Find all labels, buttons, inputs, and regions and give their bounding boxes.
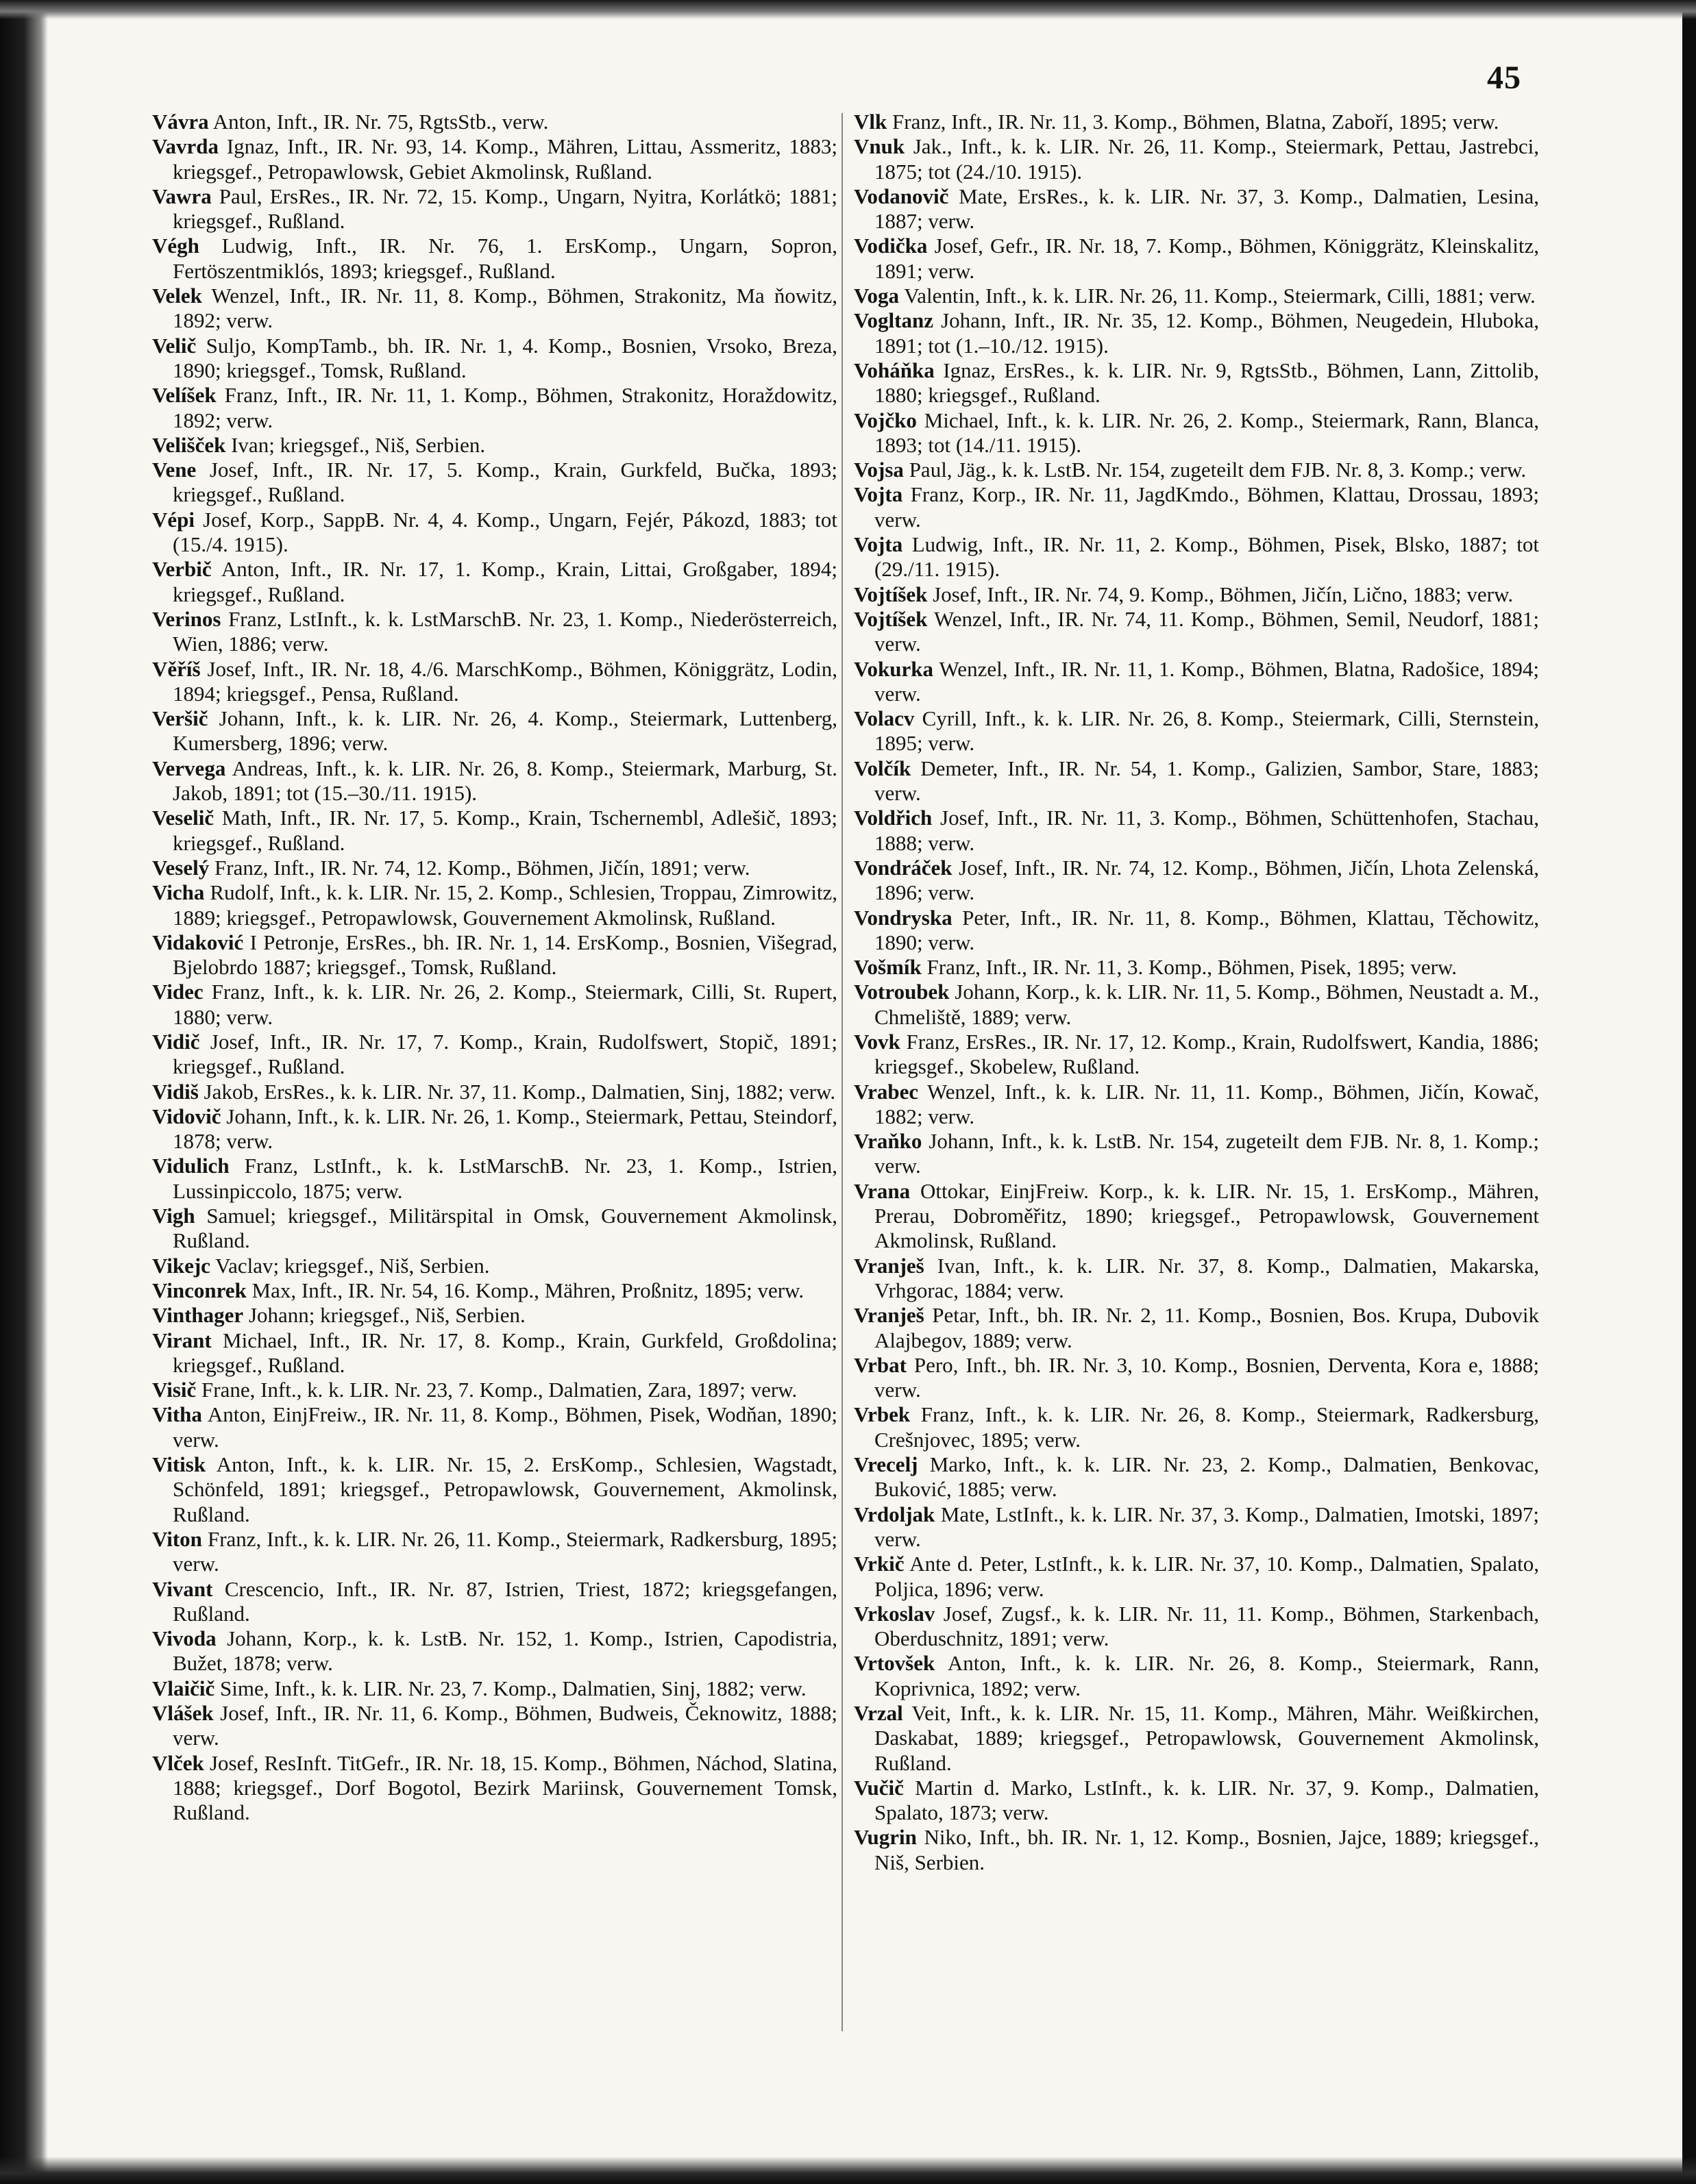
entry-surname: Vrkoslav (854, 1601, 935, 1626)
list-entry (152, 1378, 837, 1402)
entry-surname: Voháňka (854, 358, 935, 382)
entry-surname: Vitha (152, 1402, 202, 1427)
entry-surname: Voga (854, 284, 900, 308)
entry-surname: Vávra (152, 110, 209, 134)
entry-surname: Vlášek (152, 1701, 214, 1725)
entry-details: Josef, Korp., SappB. Nr. 4, 4. Komp., Ungarn, Fejér, Pákozd, 1883; tot (15./4. 1915). (173, 507, 838, 557)
entry-details: Crescencio, Inft., IR. Nr. 87, Istrien, Triest, 1872; kriegsgefangen, Rußland. (173, 1576, 837, 1626)
list-entry (854, 1502, 1539, 1552)
entry-surname: Vugrin (854, 1825, 917, 1850)
list-entry (854, 657, 1539, 707)
entry-surname: Vlček (152, 1750, 204, 1775)
entry-details: Michael, Inft., IR. Nr. 17, 8. Komp., Krain, Gurkfeld, Großdolina; kriegsgef., Rußland. (173, 1328, 837, 1377)
entry-surname: Vrkič (854, 1552, 905, 1576)
list-entry (854, 134, 1539, 184)
entry-details: Ante d. Peter, LstInft., k. k. LIR. Nr. 37, 10. Komp., Dalmatien, Spalato, Poljica, 1896; verw. (874, 1552, 1540, 1601)
entry-details: Josef, Zugsf., k. k. LIR. Nr. 11, 11. Komp., Böhmen, Starkenbach, Oberduschnitz, 1891; verw. (874, 1601, 1540, 1651)
entry-details: Josef, Inft., IR. Nr. 18, 4./6. MarschKomp., Böhmen, Königgrätz, Lodin, 1894; kriegsgef., Pensa, Rußland. (173, 656, 837, 706)
entry-details: Petar, Inft., bh. IR. Nr. 2, 11. Komp., Bosnien, Bos. Krupa, Dubovik Alajbegov, 1889; verw. (874, 1303, 1539, 1352)
list-entry (152, 930, 837, 980)
entry-surname: Vidaković (152, 930, 244, 954)
entry-details: Johann; kriegsgef., Niš, Serbien. (248, 1303, 526, 1328)
list-entry (854, 184, 1539, 234)
entry-surname: Vawra (152, 184, 212, 208)
entry-surname: Vodanovič (854, 184, 949, 208)
list-entry (854, 532, 1539, 582)
list-entry (152, 284, 837, 334)
entry-details: Paul, ErsRes., IR. Nr. 72, 15. Komp., Ungarn, Nyitra, Korlátkö; 1881; kriegsgef., Rußland. (173, 184, 837, 234)
list-entry (854, 1030, 1539, 1080)
entry-details: Niko, Inft., bh. IR. Nr. 1, 12. Komp., Bosnien, Jajce, 1889; kriegsgef., Niš, Serbien. (874, 1825, 1540, 1874)
list-entry (854, 1776, 1539, 1826)
entry-surname: Veselič (152, 806, 214, 830)
entry-details: Mate, ErsRes., k. k. LIR. Nr. 37, 3. Komp., Dalmatien, Lesina, 1887; verw. (874, 184, 1540, 234)
entry-surname: Vondryska (854, 905, 953, 930)
entry-details: Franz, Inft., IR. Nr. 11, 3. Komp., Böhmen, Blatna, Zaboří, 1895; verw. (892, 110, 1499, 134)
list-entry (152, 1328, 837, 1378)
entry-surname: Volacv (854, 706, 915, 731)
entry-details: Josef, Inft., IR. Nr. 74, 9. Komp., Böhmen, Jičín, Lično, 1883; verw. (933, 582, 1514, 606)
left-column (152, 110, 837, 1825)
entry-surname: Vojtíšek (854, 582, 928, 606)
scan-edge-left (0, 0, 48, 2184)
list-entry (152, 110, 837, 134)
entry-details: Peter, Inft., IR. Nr. 11, 8. Komp., Böhmen, Klattau, Těchowitz, 1890; verw. (874, 905, 1540, 954)
entry-surname: Velišček (152, 432, 226, 457)
entry-details: Anton, Inft., IR. Nr. 75, RgtsStb., verw. (212, 110, 549, 134)
entry-surname: Vervega (152, 756, 226, 780)
list-entry (152, 1204, 837, 1254)
entry-details: Samuel; kriegsgef., Militärspital in Omsk, Gouvernement Akmolinsk, Rußland. (173, 1204, 838, 1253)
entry-details: Josef, Inft., IR. Nr. 17, 5. Komp., Krain, Gurkfeld, Bučka, 1893; kriegsgef., Rußland. (173, 458, 837, 507)
list-entry (152, 234, 837, 284)
column-divider (841, 113, 843, 2031)
entry-surname: Velíšek (152, 383, 217, 408)
scan-edge-bottom (0, 2157, 1696, 2184)
entry-details: Ignaz, ErsRes., k. k. LIR. Nr. 9, RgtsStb., Böhmen, Lann, Zittolib, 1880; kriegsgef., Rußland. (874, 358, 1539, 408)
list-entry (854, 856, 1539, 906)
entry-details: Ignaz, Inft., IR. Nr. 93, 14. Komp., Mähren, Littau, Assmeritz, 1883; kriegsgef., Petropawlowsk, Gebiet Akmolinsk, Rußland. (173, 134, 838, 184)
list-entry (152, 1527, 837, 1577)
entry-surname: Vranješ (854, 1253, 924, 1278)
entry-surname: Videc (152, 980, 204, 1004)
entry-surname: Vivant (152, 1576, 213, 1601)
entry-details: Johann, Korp., k. k. LIR. Nr. 11, 5. Komp., Böhmen, Neustadt a. M., Chmeliště, 1889; verw. (874, 980, 1539, 1029)
entry-details: Ludwig, Inft., IR. Nr. 76, 1. ErsKomp., Ungarn, Sopron, Fertöszentmiklós, 1893; kriegsgef., Rußland. (173, 234, 838, 283)
list-entry (152, 383, 837, 433)
list-entry (854, 110, 1539, 134)
entry-details: Demeter, Inft., IR. Nr. 54, 1. Komp., Galizien, Sambor, Stare, 1883; verw. (874, 756, 1539, 806)
entry-surname: Vitisk (152, 1452, 206, 1477)
list-entry (152, 806, 837, 856)
list-entry (854, 980, 1539, 1030)
list-entry (854, 1402, 1539, 1452)
list-entry (152, 756, 837, 806)
entry-details: Josef, Inft., IR. Nr. 74, 12. Komp., Böhmen, Jičín, Lhota Zelenská, 1896; verw. (874, 855, 1539, 905)
entry-surname: Vodička (854, 234, 928, 258)
list-entry (152, 607, 837, 657)
list-entry (152, 1626, 837, 1676)
list-entry (152, 1452, 837, 1527)
entry-details: Pero, Inft., bh. IR. Nr. 3, 10. Komp., Bosnien, Derventa, Kora e, 1888; verw. (874, 1352, 1539, 1402)
entry-details: Jakob, ErsRes., k. k. LIR. Nr. 37, 11. Komp., Dalmatien, Sinj, 1882; verw. (204, 1079, 836, 1104)
entry-details: Johann, Korp., k. k. LstB. Nr. 152, 1. Komp., Istrien, Capodistria, Bužet, 1878; verw. (173, 1626, 837, 1676)
entry-surname: Vavrda (152, 134, 219, 159)
entry-details: Josef, Inft., IR. Nr. 11, 3. Komp., Böhmen, Schüttenhofen, Stachau, 1888; verw. (874, 806, 1539, 855)
list-entry (152, 1701, 837, 1751)
scan-edge-right (1682, 0, 1696, 2184)
entry-details: Marko, Inft., k. k. LIR. Nr. 23, 2. Komp., Dalmatien, Benkovac, Buković, 1885; verw. (874, 1452, 1539, 1502)
list-entry (152, 657, 837, 707)
entry-details: Franz, Inft., k. k. LIR. Nr. 26, 2. Komp., Steiermark, Cilli, St. Rupert, 1880; verw. (173, 980, 838, 1029)
list-entry (152, 1030, 837, 1080)
list-entry (854, 1701, 1539, 1776)
entry-details: Wenzel, Inft., IR. Nr. 11, 8. Komp., Böhmen, Strakonitz, Ma ňowitz, 1892; verw. (173, 284, 837, 333)
list-entry (854, 1825, 1539, 1875)
entry-details: Johann, Inft., IR. Nr. 35, 12. Komp., Böhmen, Neugedein, Hluboka, 1891; tot (1.–10./12. 1915). (874, 308, 1540, 358)
entry-surname: Vene (152, 458, 197, 482)
entry-surname: Volčík (854, 756, 911, 780)
entry-details: Johann, Inft., k. k. LIR. Nr. 26, 4. Komp., Steiermark, Luttenberg, Kumersberg, 1896; verw. (173, 706, 838, 756)
entry-details: Vaclav; kriegsgef., Niš, Serbien. (215, 1253, 490, 1278)
entry-surname: Vépi (152, 507, 195, 532)
entry-surname: Vrecelj (854, 1452, 918, 1477)
entry-details: Martin d. Marko, LstInft., k. k. LIR. Nr. 37, 9. Komp., Dalmatien, Spalato, 1873; verw. (874, 1775, 1539, 1825)
entry-details: Franz, Inft., k. k. LIR. Nr. 26, 11. Komp., Steiermark, Radkersburg, 1895; verw. (173, 1526, 838, 1576)
list-entry (152, 856, 837, 880)
list-entry (854, 607, 1539, 657)
list-entry (854, 482, 1539, 532)
list-entry (854, 706, 1539, 756)
entry-surname: Velič (152, 333, 197, 358)
entry-surname: Vrana (854, 1178, 911, 1203)
entry-surname: Vraňko (854, 1129, 922, 1154)
page-number: 45 (1487, 60, 1521, 96)
list-entry (854, 1080, 1539, 1130)
entry-surname: Vinthager (152, 1303, 244, 1328)
entry-surname: Vrbek (854, 1402, 911, 1427)
entry-surname: Vidulich (152, 1154, 230, 1178)
entry-details: Franz, Inft., IR. Nr. 11, 3. Komp., Böhmen, Pisek, 1895; verw. (926, 955, 1458, 980)
entry-surname: Voldřich (854, 806, 933, 830)
entry-details: Math, Inft., IR. Nr. 17, 5. Komp., Krain, Tschernembl, Adlešič, 1893; kriegsgef., Rußland. (173, 806, 838, 855)
entry-details: Ludwig, Inft., IR. Nr. 11, 2. Komp., Böhmen, Pisek, Blsko, 1887; tot (29./11. 1915). (874, 532, 1540, 582)
entry-surname: Velek (152, 284, 202, 308)
entry-surname: Viton (152, 1526, 202, 1551)
entry-details: Ivan, Inft., k. k. LIR. Nr. 37, 8. Komp., Dalmatien, Makarska, Vrhgorac, 1884; verw. (874, 1253, 1540, 1302)
entry-details: Veit, Inft., k. k. LIR. Nr. 15, 11. Komp., Mähren, Mähr. Weißkirchen, Daskabat, 1889; kriegsgef., Petropawlowsk, Gouvernement Akmolinsk, Rußland. (874, 1701, 1539, 1775)
entry-details: Sime, Inft., k. k. LIR. Nr. 23, 7. Komp., Dalmatien, Sinj, 1882; verw. (220, 1676, 807, 1700)
list-entry (854, 1651, 1539, 1701)
entry-surname: Virant (152, 1328, 212, 1352)
list-entry (152, 433, 837, 458)
entry-details: Valentin, Inft., k. k. LIR. Nr. 26, 11. Komp., Steiermark, Cilli, 1881; verw. (904, 284, 1536, 308)
entry-details: Josef, ResInft. TitGefr., IR. Nr. 18, 15. Komp., Böhmen, Náchod, Slatina, 1888; kriegsgef., Dorf Bogotol, Bezirk Mariinsk, Gouvernement Tomsk, Rußland. (173, 1750, 837, 1825)
entry-details: Wenzel, Inft., k. k. LIR. Nr. 11, 11. Komp., Böhmen, Jičín, Kowač, 1882; verw. (874, 1079, 1540, 1128)
entry-details: Max, Inft., IR. Nr. 54, 16. Komp., Mähren, Proßnitz, 1895; verw. (251, 1278, 804, 1302)
entry-surname: Vlaičič (152, 1676, 215, 1700)
entry-surname: Vojsa (854, 458, 904, 482)
entry-surname: Vidiš (152, 1079, 199, 1104)
list-entry (152, 557, 837, 607)
entry-details: Jak., Inft., k. k. LIR. Nr. 26, 11. Komp., Steiermark, Pettau, Jastrebci, 1875; tot (24./10. 1915). (874, 134, 1540, 184)
list-entry (152, 1676, 837, 1701)
list-entry (854, 1452, 1539, 1502)
list-entry (854, 1552, 1539, 1602)
entry-surname: Věříš (152, 656, 201, 681)
entry-surname: Votroubek (854, 980, 950, 1004)
list-entry (854, 906, 1539, 956)
list-entry (854, 1179, 1539, 1254)
entry-surname: Vojta (854, 532, 903, 557)
entry-surname: Veršič (152, 706, 208, 731)
entry-surname: Veselý (152, 855, 210, 880)
entry-surname: Vicha (152, 880, 205, 905)
entry-details: Anton, Inft., k. k. LIR. Nr. 26, 8. Komp., Steiermark, Rann, Koprivnica, 1892; verw. (874, 1651, 1539, 1700)
entry-surname: Vinconrek (152, 1278, 247, 1302)
list-entry (152, 134, 837, 184)
entry-details: Franz, ErsRes., IR. Nr. 17, 12. Komp., Krain, Rudolfswert, Kandia, 1886; kriegsgef., Skobelew, Rußland. (874, 1029, 1539, 1079)
list-entry (854, 284, 1539, 308)
list-entry (152, 980, 837, 1030)
list-entry (152, 880, 837, 930)
list-entry (854, 1353, 1539, 1403)
entry-surname: Vidič (152, 1029, 200, 1054)
list-entry (854, 234, 1539, 284)
entry-surname: Vojtíšek (854, 606, 928, 631)
entry-details: Anton, Inft., k. k. LIR. Nr. 15, 2. ErsKomp., Schlesien, Wagstadt, Schönfeld, 1891; kriegsgef., Petropawlowsk, Gouvernement, Akmolinsk, Rußland. (173, 1452, 837, 1526)
entry-details: I Petronje, ErsRes., bh. IR. Nr. 1, 14. ErsKomp., Bosnien, Višegrad, Bjelobrdo 1887; kriegsgef., Tomsk, Rußland. (173, 930, 838, 980)
entry-surname: Vojčko (854, 408, 917, 432)
entry-details: Mate, LstInft., k. k. LIR. Nr. 37, 3. Komp., Dalmatien, Imotski, 1897; verw. (874, 1502, 1539, 1551)
list-entry (152, 1402, 837, 1452)
list-entry (152, 1278, 837, 1303)
entry-surname: Vigh (152, 1204, 195, 1228)
entry-surname: Vogltanz (854, 308, 933, 333)
list-entry (854, 1303, 1539, 1353)
right-column (854, 110, 1539, 1875)
list-entry (152, 1104, 837, 1154)
list-entry (854, 955, 1539, 980)
entry-details: Johann, Inft., k. k. LIR. Nr. 26, 1. Komp., Steiermark, Pettau, Steindorf, 1878; verw. (173, 1104, 837, 1154)
entry-details: Franz, LstInft., k. k. LstMarschB. Nr. 23, 1. Komp., Istrien, Lussinpiccolo, 1875; verw. (173, 1154, 837, 1203)
entry-surname: Vrbat (854, 1352, 907, 1377)
entry-details: Franz, LstInft., k. k. LstMarschB. Nr. 23, 1. Komp., Niederösterreich, Wien, 1886; verw. (173, 606, 837, 656)
entry-surname: Vranješ (854, 1303, 924, 1328)
entry-surname: Vikejc (152, 1253, 210, 1278)
list-entry (152, 1303, 837, 1328)
list-entry (854, 756, 1539, 806)
list-entry (152, 1080, 837, 1104)
list-entry (854, 458, 1539, 482)
entry-details: Anton, EinjFreiw., IR. Nr. 11, 8. Komp., Böhmen, Pisek, Wodňan, 1890; verw. (173, 1402, 837, 1452)
list-entry (854, 1129, 1539, 1179)
entry-details: Paul, Jäg., k. k. LstB. Nr. 154, zugeteilt dem FJB. Nr. 8, 3. Komp.; verw. (909, 458, 1527, 482)
list-entry (152, 706, 837, 756)
list-entry (854, 582, 1539, 607)
entry-surname: Vojta (854, 482, 903, 507)
entry-surname: Visič (152, 1378, 197, 1402)
entry-surname: Vučič (854, 1775, 904, 1800)
entry-surname: Vlk (854, 110, 887, 134)
list-entry (152, 458, 837, 508)
entry-details: Anton, Inft., IR. Nr. 17, 1. Komp., Krain, Littai, Großgaber, 1894; kriegsgef., Rußland. (173, 557, 837, 606)
entry-details: Michael, Inft., k. k. LIR. Nr. 26, 2. Komp., Steiermark, Rann, Blanca, 1893; tot (14./11. 1915). (874, 408, 1539, 457)
entry-details: Franz, Inft., IR. Nr. 11, 1. Komp., Böhmen, Strakonitz, Horaždowitz, 1892; verw. (173, 383, 838, 432)
entry-details: Josef, Inft., IR. Nr. 17, 7. Komp., Krain, Rudolfswert, Stopič, 1891; kriegsgef., Rußland. (173, 1029, 838, 1079)
entry-surname: Vnuk (854, 134, 905, 159)
list-entry (854, 806, 1539, 856)
list-entry (152, 1154, 837, 1204)
entry-surname: Vrtovšek (854, 1651, 935, 1676)
entry-surname: Verbič (152, 557, 212, 582)
entry-surname: Vošmík (854, 955, 922, 980)
list-entry (152, 1577, 837, 1627)
list-entry (854, 358, 1539, 408)
entry-details: Cyrill, Inft., k. k. LIR. Nr. 26, 8. Komp., Steiermark, Cilli, Sternstein, 1895; verw. (874, 706, 1540, 756)
entry-surname: Vrzal (854, 1701, 903, 1725)
entry-details: Suljo, KompTamb., bh. IR. Nr. 1, 4. Komp., Bosnien, Vrsoko, Breza, 1890; kriegsgef., Tomsk, Rußland. (173, 333, 837, 382)
entry-surname: Vivoda (152, 1626, 217, 1651)
entry-surname: Verinos (152, 606, 221, 631)
entry-details: Josef, Inft., IR. Nr. 11, 6. Komp., Böhmen, Budweis, Čeknowitz, 1888; verw. (173, 1701, 837, 1750)
entry-details: Franz, Inft., k. k. LIR. Nr. 26, 8. Komp., Steiermark, Radkersburg, Crešnjovec, 1895; verw. (874, 1402, 1539, 1452)
entry-surname: Vidovič (152, 1104, 221, 1128)
entry-details: Ottokar, EinjFreiw. Korp., k. k. LIR. Nr. 15, 1. ErsKomp., Mähren, Prerau, Dobroměřitz, 1890; kriegsgef., Petropawlowsk, Gouvernement Akmolinsk, Rußland. (874, 1178, 1540, 1253)
entry-details: Franz, Inft., IR. Nr. 74, 12. Komp., Böhmen, Jičín, 1891; verw. (214, 855, 750, 880)
entry-details: Andreas, Inft., k. k. LIR. Nr. 26, 8. Komp., Steiermark, Marburg, St. Jakob, 1891; tot (15.–30./11. 1915). (173, 756, 837, 806)
entry-details: Johann, Inft., k. k. LstB. Nr. 154, zugeteilt dem FJB. Nr. 8, 1. Komp.; verw. (874, 1129, 1539, 1178)
entry-surname: Vrabec (854, 1079, 919, 1104)
entry-surname: Vovk (854, 1029, 900, 1054)
entry-details: Josef, Gefr., IR. Nr. 18, 7. Komp., Böhmen, Königgrätz, Kleinskalitz, 1891; verw. (874, 234, 1540, 283)
list-entry (152, 1751, 837, 1826)
entry-details: Franz, Korp., IR. Nr. 11, JagdKmdo., Böhmen, Klattau, Drossau, 1893; verw. (874, 482, 1539, 532)
entry-surname: Vondráček (854, 855, 953, 880)
list-entry (854, 408, 1539, 458)
entry-details: Rudolf, Inft., k. k. LIR. Nr. 15, 2. Komp., Schlesien, Troppau, Zimrowitz, 1889; kriegsgef., Petropawlowsk, Gouvernement Akmolinsk, Rußland. (173, 880, 838, 930)
list-entry (854, 1602, 1539, 1652)
entry-surname: Vrdoljak (854, 1502, 935, 1526)
entry-surname: Vokurka (854, 656, 934, 681)
list-entry (152, 184, 837, 234)
entry-details: Ivan; kriegsgef., Niš, Serbien. (231, 432, 486, 457)
list-entry (854, 1254, 1539, 1304)
list-entry (152, 1254, 837, 1278)
entry-surname: Végh (152, 234, 199, 258)
entry-details: Frane, Inft., k. k. LIR. Nr. 23, 7. Komp., Dalmatien, Zara, 1897; verw. (201, 1378, 798, 1402)
entry-details: Wenzel, Inft., IR. Nr. 74, 11. Komp., Böhmen, Semil, Neudorf, 1881; verw. (874, 606, 1539, 656)
list-entry (152, 334, 837, 384)
list-entry (152, 508, 837, 558)
list-entry (854, 308, 1539, 358)
scan-edge-top (0, 0, 1696, 19)
entry-details: Wenzel, Inft., IR. Nr. 11, 1. Komp., Böhmen, Blatna, Radošice, 1894; verw. (874, 656, 1539, 706)
